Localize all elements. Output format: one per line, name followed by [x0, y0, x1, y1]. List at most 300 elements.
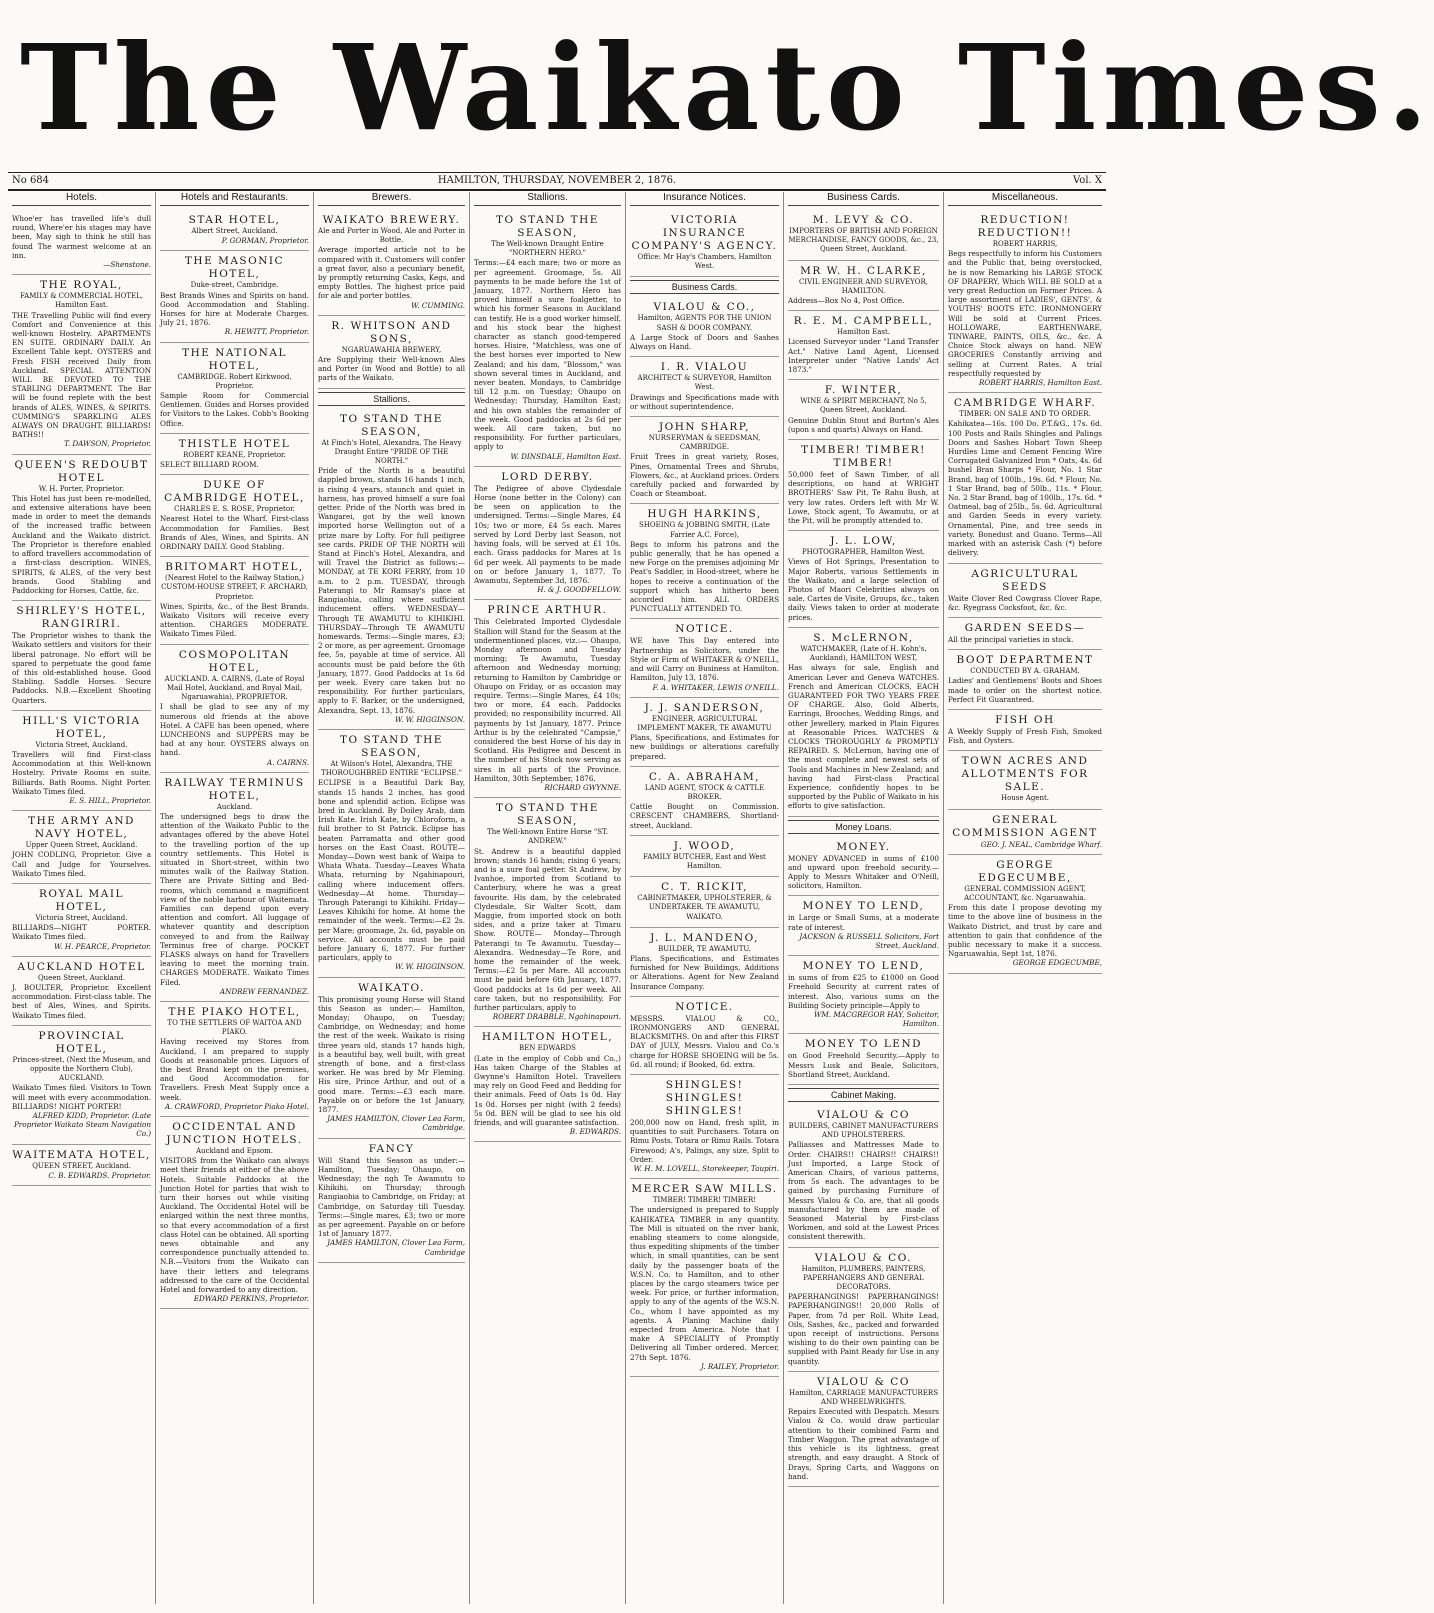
ad-signature: W. W. HIGGINSON.	[394, 962, 465, 972]
ad-heading: WAIKATO.	[358, 981, 425, 994]
ad-heading: TO STAND THE SEASON,	[340, 412, 443, 438]
advertisement	[160, 773, 309, 1002]
advertisement	[948, 564, 1102, 618]
ad-subheading: Victoria Street, Auckland.	[35, 740, 128, 749]
ad-body: Having received my Stores from Auckland, I am prepared to supply Goods at reasonable prices. Liquors of the best Brand kept on the premises, and Good Accommodation for Travellers. Fresh Meat Supply once a week.	[160, 1037, 309, 1102]
ad-signature: WM. MACGREGOR HAY, Solicitor, Hamilton.	[814, 1009, 939, 1029]
advertisement	[788, 896, 939, 956]
column-heading: Business Cards.	[788, 192, 939, 206]
advertisement	[318, 730, 465, 978]
ad-subheading: CONDUCTED BY A. GRAHAM.	[970, 667, 1080, 676]
section-heading: Money Loans.	[788, 820, 939, 834]
ad-heading: TO STAND THE SEASON,	[340, 733, 443, 759]
ad-heading: MERCER SAW MILLS.	[631, 1183, 778, 1196]
advertisement	[12, 1026, 151, 1145]
ad-body: Kahikatea—16s. 100 Do. P.T.&G., 17s. 6d. 100 Posts and Rails Shingles and Palings Doors and Sashes Hobart Town Sheep Hurdles Lime and Cement Fencing Wire Corrugated Galvanized Iron * Oats, 4s. 6d bushel Bran Sharps * Flour, No. 1 Star Brand, bag of 100lb., 19s. 6d. * Flour, No. 1 Star Brand, bag of 50lb., 11s. * Flour, No. 2 Star Brand, bag of 100lb., 17s. 6d. * Oatmeal, bag of 25lb., 5s. 6d. Agricultural and Garden Seeds in every variety. Ornamental, Pine, and tree seeds in variety. Bonedust and Guano. Terms—All marked with an asterisk Cash (*) before delivery.	[948, 419, 1102, 558]
advertisement	[474, 467, 621, 600]
ad-heading: DUKE OF CAMBRIDGE HOTEL,	[164, 479, 305, 505]
ad-heading: MONEY TO LEND,	[802, 900, 925, 913]
advertisement	[788, 261, 939, 312]
dateline	[8, 172, 1106, 191]
ad-signature: JAMES HAMILTON, Clover Lea Farm, Cambridge	[327, 1238, 465, 1257]
ad-signature: C. B. EDWARDS. Proprietor.	[48, 1170, 151, 1180]
ad-heading: TO STAND THE SEASON,	[496, 802, 599, 828]
ad-heading: PRINCE ARTHUR.	[487, 604, 608, 617]
ad-subheading: Hamilton, AGENTS FOR THE UNION SASH & DOOR COMPANY.	[637, 314, 772, 332]
ad-subheading: Ale and Porter in Wood, Ale and Porter in Bottle.	[318, 227, 465, 245]
advertisement	[630, 997, 779, 1075]
ad-body: 50,000 feet of Sawn Timber, of all descriptions, on hand at WRIGHT BROTHERS' Saw Pit, Te Rahu Bush, at very low rates. Orders left with Mr W. Lowe, Stock agent, To Awamutu, or at the Pit, will be promptly attended to.	[788, 470, 939, 526]
ad-body: 200,000 now on Hand, fresh split, in quantities to suit Purchasers. Totara on Rimu Posts. Totara or Rimu Rails. Totara Firewood; A's, Palings, any size, Split to Order.	[630, 1117, 779, 1164]
ad-subheading: WINE & SPIRIT MERCHANT, No 5, Queen Street, Auckland.	[800, 397, 927, 415]
ad-body: Palliasses and Mattresses Made to Order. CHAIRS!! CHAIRS!! CHAIRS!! Just Imported, a Large Stock of American Chairs, of various patterns, from 5s each. The advantages to be gained by purchasing Furniture of Messrs Vialou & Co. are, that all goods manufactured by them are made of Seasoned Material by First-class Workmen, and sold at the Lowest Prices consistent therewith.	[788, 1140, 939, 1242]
ad-subheading: CAMBRIDGE. Robert Kirkwood, Proprietor.	[177, 372, 292, 390]
ad-subheading: Office: Mr Hay's Chambers, Hamilton West.	[637, 253, 772, 271]
ad-heading: VIALOU & CO.	[814, 1251, 913, 1264]
advertisement	[160, 645, 309, 773]
ad-subheading: NURSERYMAN & SEEDSMAN, CAMBRIDGE.	[648, 434, 761, 452]
column-7	[944, 192, 1106, 1604]
advertisement	[160, 343, 309, 434]
ad-body: Wines, Spirits, &c., of the Best Brands. Waikato Visitors will receive every attention. CHARGES MODERATE. Waikato Times Filed.	[160, 601, 309, 639]
ad-heading: THE NATIONAL HOTEL,	[182, 346, 287, 372]
ad-subheading: (Nearest Hotel to the Railway Station,) CUSTOM-HOUSE STREET, F. ARCHARD, Proprietor.	[161, 574, 308, 601]
ad-heading: J. L. LOW,	[830, 535, 897, 548]
ad-heading: AGRICULTURAL SEEDS	[971, 567, 1079, 593]
advertisement	[630, 767, 779, 836]
ad-subheading: SHOEING & JOBBING SMITH, (Late Farrier A.C. Force),	[639, 521, 770, 539]
ad-body: All the principal varieties in stock.	[948, 634, 1074, 644]
ad-subheading: BUILDER, TE AWAMUTU.	[658, 944, 751, 953]
column-6	[784, 192, 944, 1604]
ad-signature: GEORGE EDGECUMBE,	[1012, 958, 1102, 968]
advertisement	[12, 1145, 151, 1186]
ad-subheading: ROBERT HARRIS,	[992, 240, 1058, 248]
ad-signature: RICHARD GWYNNE.	[544, 782, 621, 792]
ad-subheading: Hamilton, CARRIAGE MANUFACTURERS AND WHEELWRIGHTS.	[789, 1388, 938, 1407]
advertisement	[160, 210, 309, 251]
ad-body: Whoe'er has travelled life's dull round, Where'er his stages may have been, May sigh to think he still has found The warmest welcome at an inn.	[12, 214, 151, 260]
ad-body: Views of Hot Springs, Presentation to Major Roberts, various Settlements in the Waikato, and a large selection of Photos of Maori Celebrities always on sale. Cartes de Visite, Groups, &c., taken daily. Views taken to order at moderate prices.	[788, 557, 939, 622]
section-heading: Stallions.	[318, 392, 465, 406]
ad-heading: FANCY	[368, 1142, 415, 1155]
ad-heading: OCCIDENTAL AND JUNCTION HOTELS.	[166, 1121, 303, 1147]
ad-heading: REDUCTION! REDUCTION!!	[977, 214, 1073, 239]
advertisement	[474, 210, 621, 467]
ad-heading: COSMOPOLITAN HOTEL,	[178, 648, 291, 674]
ad-subheading: TIMBER: ON SALE AND TO ORDER.	[959, 410, 1091, 419]
ad-body: Nearest Hotel to the Wharf. First-class Accommodation for Families. Best Brands of Ales, Wines, and Spirits. AN ORDINARY DAILY. Good Stabling.	[160, 514, 309, 552]
ad-body: Address—Box No 4, Post Office.	[788, 296, 905, 306]
advertisement	[318, 1139, 465, 1263]
advertisement	[948, 751, 1102, 809]
ad-heading: THE ARMY AND NAVY HOTEL,	[28, 815, 135, 841]
ad-body: Begs respectfully to inform his Customers and the Public that, being overstocked, he is now Remarking his LARGE STOCK OF DRAPERY, Which WILL BE SOLD at a very great Reduction on Former Prices. A large assortment of LADIES', GENTS', & YOUTHS' BOOTS ETC. IRONMONGERY Will be sold at Current Prices. HOLLOWARE, EARTHENWARE, TINWARE, PAINTS, OILS, &c., &c. A Choice Stock always on hand. NEW GROCERIES Constantly arriving and selling at Current Rates. A trial respectfully requested by	[948, 249, 1102, 378]
ad-heading: JOHN SHARP,	[658, 421, 751, 434]
ad-body: From this date I propose devoting my time to the above line of business in the Waikato District, and trust by care and attention to gain that confidence of the public necessary to make it a success. Ngaruawahia, Sept 1st, 1876.	[948, 903, 1102, 959]
advertisement	[788, 311, 939, 380]
advertisement	[788, 956, 939, 1034]
column-1	[8, 192, 156, 1604]
ad-subheading: Hamilton East.	[836, 328, 891, 337]
ad-signature: W. H. PEARCE, Proprietor.	[54, 941, 151, 951]
ad-body: Cattle Bought on Commission. CRESCENT CHAMBERS, Shortland-street, Auckland.	[630, 802, 779, 830]
ad-heading: THISTLE HOTEL	[178, 437, 291, 450]
ad-body: This Hotel has just been re-modelled, and extensive alterations have been made in order to meet the demands of the increased traffic between Auckland and the Waikato district. The Proprietor is therefore enabled to afford travellers accommodation of a first-class description. WINES, SPIRITS, & ALES, of the very best brands. Good Stabling and Paddocking for Horses, Cattle, &c.	[12, 493, 151, 595]
ad-subheading: Hamilton, PLUMBERS, PAINTERS, PAPERHANGERS AND GENERAL DECORATORS.	[801, 1264, 926, 1292]
ad-heading: STAR HOTEL,	[188, 214, 281, 226]
ad-heading: I. R. VIALOU	[660, 361, 749, 374]
place-date: HAMILTON, THURSDAY, NOVEMBER 2, 1876.	[437, 175, 677, 186]
ad-subheading: Upper Queen Street, Auckland.	[25, 841, 138, 850]
advertisement	[788, 1034, 939, 1085]
column-2	[156, 192, 314, 1604]
ad-body: on Good Freehold Security.—Apply to Messrs Lusk and Beale, Solicitors, Shortland Street, Auckland.	[788, 1051, 939, 1079]
advertisement	[630, 836, 779, 877]
ad-heading: GARDEN SEEDS—	[964, 621, 1086, 634]
advertisement	[948, 855, 1102, 974]
ad-signature: W. H. M. LOVELL, Storekeeper, Taupiri.	[633, 1164, 779, 1173]
ad-signature: W. CUMMING.	[411, 300, 465, 310]
ad-body: PAPERHANGINGS! PAPERHANGINGS! PAPERHANGINGS!! 20,000 Rolls of Paper, from 7d per Roll. White Lead, Oils, Sashes, &c., packed and forwarded upon receipt of instructions. Persons wishing to do their own painting can be supplied with Paint Ready for Use in any quantity.	[788, 1292, 939, 1366]
ad-subheading: TO THE SETTLERS OF WAITOA AND PIAKO.	[167, 1018, 302, 1037]
ad-subheading: Princes-street, (Next the Museum, and opposite the Northern Club), AUCKLAND.	[12, 1055, 151, 1083]
ad-body: BILLIARDS—NIGHT PORTER. Waikato Times filed.	[12, 923, 151, 942]
advertisement	[788, 1372, 939, 1487]
advertisement	[160, 1002, 309, 1117]
advertisement	[474, 1027, 621, 1142]
section-heading: Cabinet Making.	[788, 1088, 939, 1102]
ad-heading: MONEY TO LEND	[804, 1038, 923, 1051]
ad-signature: JAMES HAMILTON, Clover Lea Farm, Cambridge.	[327, 1114, 465, 1133]
advertisement	[948, 618, 1102, 650]
ad-subheading: Duke-street, Cambridge.	[190, 281, 279, 290]
ad-heading: VICTORIA INSURANCE COMPANY'S AGENCY.	[631, 214, 778, 252]
ad-body: VISITORS from the Waikato can always meet their friends at either of the above Hotels. Suitable Paddocks at the Junction Hotel for parties that wish to turn their horses out while visiting Auckland. The Occidental Hotel will be enlarged within the next three months, so that every accommodation of a first class Hotel can be obtained. All sporting news obtainable and any correspondence punctually attended to. N.B.—Visitors from the Waikato can have their letters and telegrams addressed to the care of the Occidental Hotel and forwarded to any direction.	[160, 1156, 309, 1295]
ad-body: Best Brands Wines and Spirits on hand. Good Accommodation and Stabling. Horses for hire at Moderate Charges. July 21, 1876.	[160, 290, 309, 328]
ad-subheading: FAMILY BUTCHER, East and West Hamilton.	[643, 852, 766, 870]
column-heading: Stallions.	[474, 192, 621, 206]
ad-signature: A. CAIRNS.	[267, 757, 309, 767]
ad-heading: MONEY.	[836, 840, 891, 853]
advertisement	[948, 710, 1102, 751]
ad-signature: EDWARD PERKINS, Proprietor.	[193, 1294, 309, 1304]
ad-heading: CAMBRIDGE WHARF.	[953, 397, 1097, 410]
ad-subheading: TIMBER! TIMBER! TIMBER!	[652, 1196, 757, 1205]
ad-body: THE Travelling Public will find every Comfort and Convenience at this well-known Hostelry. APARTMENTS EN SUITE. ORDINARY DAILY. An Excellent Table kept. OYSTERS and Fresh FISH received Daily from Auckland. SPECIAL ATTENTION WILL BE DEVOTED TO THE STABLING DEPARTMENT. The Bar will be found replete with the best brands of ALES, WINES, & SPIRITS. CUMMING'S SPARKLING ALES ALWAYS ON DRAUGHT. BILLIARDS! BATHS!!	[12, 310, 151, 440]
advertisement	[12, 811, 151, 884]
ad-signature: A. CRAWFORD, Proprietor Piako Hotel.	[164, 1101, 309, 1111]
ad-heading: THE MASONIC HOTEL,	[184, 255, 285, 281]
ad-subheading: WATCHMAKER, (Late of H. Kohn's, Auckland), HAMILTON WEST,	[800, 644, 927, 663]
ad-body: The undersigned begs to draw the attention of the Waikato Public to the advantages offered by the above Hotel to the travelling portion of the up country settlements. This Hotel is situated in Short-street, within two minutes walk of the Railway Station. There are Private Sitting and Bed-rooms, which command a magnificent view of the noble harbour of Waitemata. Families can depend upon every attention and comfort. All luggage of whatever quantity and description conveyed to and from the Railway Terminus free of charge. POCKET FLASKS always on hand for Travellers leaving to meet the morning train. CHARGES MODERATE. Waikato Times Filed.	[160, 811, 309, 987]
ad-heading: THE PIAKO HOTEL,	[168, 1005, 301, 1018]
ad-subheading: CIVIL ENGINEER AND SURVEYOR, HAMILTON.	[798, 277, 928, 295]
advertisement	[948, 810, 1102, 855]
ad-heading: NOTICE.	[675, 1000, 734, 1013]
ad-body: in Large or Small Sums, at a moderate rate of interest.	[788, 913, 939, 932]
ad-signature: —Shenstone.	[103, 260, 151, 270]
advertisement	[474, 600, 621, 798]
advertisement	[160, 434, 309, 475]
ad-signature: R. HEWITT, Proprietor.	[224, 327, 309, 337]
advertisement	[12, 957, 151, 1026]
ad-heading: R. E. M. CAMPBELL,	[793, 315, 934, 328]
ad-heading: TO STAND THE SEASON,	[496, 214, 599, 239]
ad-signature: ANDREW FERNANDEZ.	[219, 986, 309, 996]
advertisement	[12, 711, 151, 811]
ad-heading: J. WOOD,	[673, 839, 736, 852]
ad-body: Drawings and Specifications made with or without superintendence.	[630, 392, 779, 411]
ad-body: Fruit Trees in great variety, Roses, Pines, Ornamental Trees and Shrubs, Flowers, &c., at Auckland prices. Orders carefully packed and forwarded by Coach or Steamboat.	[630, 452, 779, 499]
ad-body: I shall be glad to see any of my numerous old friends at the above Hotel. A CAFE has been opened, where LUNCHEONS and SUPPERS may be had at any hour. OYSTERS always on hand.	[160, 702, 309, 758]
ad-heading: VIALOU & CO	[817, 1109, 910, 1121]
ad-body: The Proprietor wishes to thank the Waikato settlers and visitors for their liberal patronage. No effort will be spared to perpetuate the good fame of this old-established house. Good Stabling. Saddle Horses. Secure Paddocks. N.B.—Excellent Shooting Quarters.	[12, 631, 151, 705]
advertisement	[630, 1179, 779, 1377]
ad-heading: QUEEN'S REDOUBT HOTEL	[14, 458, 149, 484]
ad-subheading: CHARLES E. S. ROSE, Proprietor.	[174, 505, 295, 514]
ad-heading: PROVINCIAL HOTEL,	[38, 1029, 125, 1055]
ad-signature: W. W. HIGGINSON.	[394, 714, 465, 724]
advertisement	[12, 601, 151, 711]
ad-body: Waite Clover Red Cowgrass Clover Rape, &c. Ryegrass Cocksfoot, &c. &c.	[948, 593, 1102, 612]
ad-subheading: GENERAL COMMISSION AGENT, ACCOUNTANT, &c. Ngaruawahia.	[964, 884, 1086, 902]
ad-heading: MR W. H. CLARKE,	[800, 264, 927, 277]
ad-heading: HUGH HARKINS,	[647, 508, 762, 521]
advertisement	[318, 316, 465, 389]
ad-subheading: The Well-known Entire Horse "ST. ANDREW."	[487, 828, 608, 846]
advertisement	[788, 1248, 939, 1372]
ad-signature: T. DAWSON, Proprietor.	[64, 439, 151, 449]
advertisement	[788, 440, 939, 531]
ad-body: Has always for sale, English and American Lever and Geneva WATCHES. French and American CLOCKS, EACH GUARANTEED FOR TWO YEARS FREE OF CHARGE. Also, Gold Alberts, Earrings, Brooches, Wedding Rings, and other Jewellery, marked in Plain Figures at Reasonable Prices. WATCHES & CLOCKS THOROUGHLY & PROMPTLY REPAIRED. S. McLernon, having one of the most complete and newest sets of Tools and Machines in New Zealand; and having had First-class Practical Experience, confidently hopes to be supported by the Public of Waikato in his efforts to give satisfaction.	[788, 663, 939, 811]
ad-subheading: BUILDERS, CABINET MANUFACTURERS AND UPHOLSTERERS.	[788, 1122, 939, 1140]
ad-body: A Large Stock of Doors and Sashes Always on Hand.	[630, 332, 779, 352]
ad-heading: NOTICE.	[675, 623, 734, 636]
column-heading: Hotels and Restaurants.	[160, 192, 309, 206]
ad-subheading: The Well-known Draught Entire "NORTHERN HERO."	[491, 240, 604, 258]
issue-number: No 684	[12, 175, 50, 186]
ad-signature: GEO. J. NEAL, Cambridge Wharf.	[980, 839, 1102, 849]
ad-body: in sums of from £25 to £1000 on Good Freehold Security at current rates of interest. Also, various sums on the Building Society principle—Apply to	[788, 973, 939, 1010]
ad-subheading: Queen Street, Auckland.	[37, 973, 126, 982]
ad-heading: AUCKLAND HOTEL	[17, 960, 146, 973]
ad-body: A Weekly Supply of Fresh Fish, Smoked Fish, and Oysters.	[948, 726, 1102, 746]
column-heading: Hotels.	[12, 192, 151, 206]
ad-subheading: IMPORTERS OF BRITISH AND FOREIGN MERCHANDISE, FANCY GOODS, &c., 23, Queen Street, Auckland.	[788, 227, 939, 254]
advertisement	[630, 504, 779, 619]
advertisement	[160, 1117, 309, 1309]
ad-body: Average imported article not to be compared with it. Customers will confer a great favor, also a pecuniary benefit, by promptly returning Casks, Kegs, and empty Bottles. The highest price paid for ale and porter bottles.	[318, 245, 465, 301]
ad-body: JOHN CODLING, Proprietor. Give a Call and Judge for Yourselves. Waikato Times filed.	[12, 850, 151, 878]
advertisement	[12, 884, 151, 957]
ad-subheading: At Wilson's Hotel, Alexandra, THE THOROUGHBRED ENTIRE "ECLIPSE."	[321, 759, 462, 778]
ad-subheading: Auckland and Epsom.	[196, 1147, 273, 1156]
ad-heading: MONEY TO LEND,	[802, 960, 925, 973]
ad-body: Repairs Executed with Despatch. Messrs Vialou & Co. would draw particular attention to their combined Farm and Timber Waggon. The great advantage of this vehicle is its lightness, great strength, and easy draught. A Stock of Drays, Spring Carts, and Waggons on hand.	[788, 1407, 939, 1481]
column-heading: Miscellaneous.	[948, 192, 1102, 206]
ad-heading: FISH OH	[995, 713, 1055, 726]
ad-subheading: Auckland.	[216, 802, 253, 811]
ad-body: (Late in the employ of Cobb and Co.,) Has taken Charge of the Stables at Gwynne's Hamilton Hotel. Travellers may rely on Good Feed and Bedding for their animals. Feed of Oats 1s 0d. Hay 1s 0d. Horses per night (with 2 feeds) 5s 0d. BEN will be glad to see his old friends, and will guarantee satisfaction.	[474, 1053, 621, 1128]
advertisement	[788, 628, 939, 817]
advertisement	[160, 557, 309, 644]
ad-body: ECLIPSE is a Beautiful Dark Bay, stands 15 hands 2 inches, has good bone and splendid action. Eclipse was bred in Auckland. By Doiley Arab, dam Irish Kate. Irish Kate, by Chloroform, a full brother to St Patrick. Eclipse has beaten Parramatta and other good horses on the East Coast. ROUTE— Monday—Down west bank of Waipa to Whata Whata. Tuesday—Leaves Whata Whata, returning by Ngahinapouri, calling where inducement offers. Wednesday—At home. Thursday—Through Paterangi to Kihikihi. Friday—Leaves Kihikihi for home. At home the remainder of the week. Terms:—£2 2s. per Mare; groomage, 2s. 6d, payable on service. All accounts must be paid before January 6, 1877. For further particulars, apply to	[318, 778, 465, 963]
ad-body: This promising young Horse will Stand this Season as under:— Hamilton, Monday; Ohaupo, on Tuesday; Cambridge, on Wednesday; and home the rest of the week. Waikato is rising three years old, stands 17 hands high, is a beautiful bay, well built, with great strength of bone, and a first-class worker. He was bred by Mr Fleming. His sire, Prince Arthur, and out of a good mare. Terms:—£3 each mare. Payable on or before the 1st January, 1877.	[318, 994, 465, 1115]
advertisement	[160, 251, 309, 342]
ad-heading: J. J. SANDERSON,	[644, 701, 765, 714]
ad-body: Begs to inform his patrons and the public generally, that he has opened a new Forge on the premises adjoining Mr Peat's Saddler, in Hood-street, where he hopes to receive a continuation of the support which has hitherto been accorded him. ALL ORDERS PUNCTUALLY ATTENDED TO.	[630, 539, 779, 614]
column-heading: Insurance Notices.	[630, 192, 779, 206]
advertisement	[12, 455, 151, 601]
advertisement	[788, 210, 939, 261]
ad-body: The undersigned is prepared to Supply KAHIKATEA TIMBER in any quantity. The Mill is situated on the river bank, enabling steamers to come alongside, thus expediting shipments of the timber which, in small quantities, can be sent daily by the passenger boats of the W.S.N. Co. to Hamilton, and to other places by the cargo steamers twice per week. For price, or further information, apply to any of the agents of the W.S.N. Co., whom I have appointed as my agents. A Planing Machine daily expected from America. Note that I make A SPECIALITY of Promptly Delivering all Timber ordered. Mercer, 27th Sept. 1876.	[630, 1205, 779, 1362]
ad-body: Are Supplying their Well-known Ales and Porter (in Wood and Bottle) to all parts of the Waikato.	[318, 355, 465, 383]
masthead	[0, 0, 1434, 168]
ad-heading: THE ROYAL,	[40, 279, 123, 292]
ad-body: Licensed Surveyor under "Land Transfer Act." Native Land Agent, Licensed Interpreter under "Native Lands' Act 1873."	[788, 337, 939, 375]
ad-subheading: Victoria Street, Auckland.	[35, 913, 128, 922]
advertisement	[12, 275, 151, 454]
ad-body: MONEY ADVANCED in sums of £100 and upward upon freehold security.—Apply to Messrs Whitaker and O'Neill, solicitors, Hamilton.	[788, 853, 939, 891]
advertisement	[788, 380, 939, 440]
newspaper-title: The Waikato Times.	[20, 18, 1434, 157]
advertisement	[630, 698, 779, 767]
ad-body: MESSRS. VIALOU & CO., IRONMONGERS AND GENERAL BLACKSMITHS. On and after this FIRST DAY of JULY, Messrs. Vialou and Co.'s charge for HORSE SHOEING will be 5s. 6d. all round; if Booked, 6d. extra.	[630, 1013, 779, 1069]
ad-subheading: FAMILY & COMMERCIAL HOTEL, Hamilton East.	[19, 292, 144, 310]
ad-heading: WAITEMATA HOTEL,	[12, 1148, 151, 1161]
ad-subheading: Albert Street, Auckland.	[191, 227, 278, 235]
ad-heading: R. WHITSON AND SONS,	[331, 319, 452, 345]
ad-heading: S. McLERNON,	[813, 631, 914, 644]
ad-heading: C. T. RICKIT,	[661, 881, 748, 894]
volume: Vol. X	[1073, 175, 1102, 186]
ad-subheading: CABINETMAKER, UPHOLSTERER, & UNDERTAKER. TE AWAMUTU, WAIKATO.	[637, 894, 772, 921]
advertisement	[788, 1105, 939, 1248]
advertisement	[630, 357, 779, 417]
advertisement	[948, 210, 1102, 393]
ad-subheading: ENGINEER, AGRICULTURAL IMPLEMENT MAKER, TE AWAMUTU	[637, 714, 772, 732]
ad-heading: TOWN ACRES AND ALLOTMENTS FOR SALE.	[961, 755, 1089, 794]
advertisement	[630, 210, 779, 277]
ad-body: J. BOULTER, Proprietor. Excellent accommodation. First-class table. The best of Ales, Wines, and Spirits. Waikato Times filed.	[12, 982, 151, 1020]
ad-subheading: House Agent.	[1000, 794, 1049, 803]
ad-subheading: ROBERT KEANE, Proprietor.	[183, 450, 286, 459]
section-heading: Business Cards.	[630, 280, 779, 294]
ad-subheading: At Finch's Hotel, Alexandra, The Heavy Draught Entire "PRIDE OF THE NORTH."	[321, 438, 462, 466]
ad-heading: F. WINTER,	[824, 384, 903, 397]
columns	[8, 192, 1106, 1604]
ad-heading: RAILWAY TERMINUS HOTEL,	[164, 776, 305, 802]
advertisement	[630, 1075, 779, 1179]
ad-heading: ROYAL MAIL HOTEL,	[39, 887, 124, 913]
ad-subheading: PHOTOGRAPHER, Hamilton West.	[801, 548, 926, 557]
ad-heading: LORD DERBY.	[501, 470, 594, 483]
ad-signature: ALFRED KIDD, Proprietor. (Late Proprietor Waikato Steam Navigation Co.)	[13, 1111, 151, 1139]
ad-body: The Pedigree of above Clydesdale Horse (none better in the Colony) can be seen on application to the undersigned. Terms:—Single Mares, £4 10s; two or more, £4 5s each. Mares served by Lord Derby last Season, not having foals, will be served at £1 10s. each. Grass paddocks for Mares at 1s 6d per week. All payments to be made on or before January 1, 1877. To Awamutu, September 3d, 1876.	[474, 483, 621, 585]
ad-subheading: ARCHITECT & SURVEYOR, Hamilton West.	[637, 374, 772, 392]
ad-body: Genuine Dublin Stout and Burton's Ales (upon s and quarts) Always on Hand.	[788, 415, 939, 434]
ad-body: Waikato Times filed. Visitors to Town will meet with every accommodation. BILLIARDS! NIGHT PORTER!	[12, 1083, 151, 1111]
ad-body: Travellers will find First-class Accommodation at this Well-known Hostelry. Private Rooms en suite. Billiards. Bath Rooms. Night Porter. Waikato Times filed.	[12, 749, 151, 796]
ad-body: St. Andrew is a beautiful dappled brown; stands 16 hands; rising 6 years; and is a sure foal getter. St Andrew, by Ivanhoe, imported from Scotland to Canterbury, where he was a great favourite. His dam, by the celebrated Clydesdale, Sir Walter Scott, dam Maggie, from imported stock on both sides, and a prize taker at Timaru Show. ROUTE— Monday—Through Paterangi to Te Awamutu. Tuesday—Alexandra. Wednesday—Te Rore, and home the remainder of the week. Terms:—£2 5s per Mare. All accounts must be paid before 6th January, 1877. Good paddocks at 1s 6d per week. All care taken, but no responsibility. For further particulars, apply to	[474, 846, 621, 1013]
ad-heading: J. L. MANDENO,	[650, 931, 759, 944]
ad-body: Plans, Specifications, and Estimates furnished for New Buildings, Additions or Alterations. Agent for New Zealand Insurance Company.	[630, 953, 779, 991]
advertisement	[12, 210, 151, 275]
ad-body: Plans, Specifications, and Estimates for new buildings or alterations carefully prepared.	[630, 733, 779, 761]
ad-body: Will Stand this Season as under:— Hamilton, Tuesday; Ohaupo, on Wednesday; the ngh Te Awamutu to Kihikihi, on Thursday; through Rangiaohia to Cambridge, on Friday; at Cambridge, on Saturday till Tuesday. Terms:—Single mares, £3; two or more as per agreement. Payable on or before 1st of January 1877.	[318, 1155, 465, 1239]
ad-subheading: BEN EDWARDS	[519, 1044, 576, 1053]
advertisement	[318, 210, 465, 316]
advertisement	[474, 798, 621, 1027]
advertisement	[630, 877, 779, 928]
ad-heading: GENERAL COMMISSION AGENT	[952, 813, 1098, 839]
ad-subheading: LAND AGENT, STOCK & CATTLE BROKER.	[644, 783, 765, 801]
ad-heading: WAIKATO BREWERY.	[322, 214, 461, 226]
ad-signature: B. EDWARDS.	[569, 1127, 621, 1137]
ad-signature: JACKSON & RUSSELL Solicitors, Fort Street, Auckland.	[799, 931, 939, 950]
ad-body: SELECT BILLIARD ROOM.	[160, 460, 259, 470]
advertisement	[788, 837, 939, 897]
ad-body: WE have This Day entered into Partnership as Solicitors, under the Style or Firm of WHITAKER & O'NEILL, and will Carry on Business at Hamilton. Hamilton, July 13, 1876.	[630, 636, 779, 683]
advertisement	[948, 393, 1102, 563]
advertisement	[318, 409, 465, 730]
advertisement	[630, 619, 779, 697]
column-4	[470, 192, 626, 1604]
column-3	[314, 192, 470, 1604]
ad-signature: E. S. HILL, Proprietor.	[69, 795, 151, 805]
ad-body: Ladies' and Gentlemens' Boots and Shoes made to order on the shortest notice. Perfect Fit Guaranteed.	[948, 676, 1102, 704]
ad-heading: HILL'S VICTORIA HOTEL,	[22, 714, 141, 740]
ad-heading: VIALOU & CO	[817, 1375, 910, 1388]
ad-signature: W. DINSDALE, Hamilton East.	[510, 451, 621, 461]
column-5	[626, 192, 784, 1604]
ad-heading: BOOT DEPARTMENT	[956, 654, 1094, 667]
advertisement	[318, 978, 465, 1139]
ad-subheading: QUEEN STREET, Auckland.	[32, 1161, 131, 1170]
ad-body: This Celebrated Imported Clydesdale Stallion will Stand for the Season at the undermentioned places, viz.:— Ohaupo, Monday afternoon and Tuesday morning; Te Awamutu, Tuesday afternoon and Wednesday morning; returning to Hamilton by Cambridge or Ohaupo on Friday, or as occasion may require. Terms:—Single Mares, £4 10s; two or more, £4 each. Paddocks provided; no responsibility incurred. All payments by 1st January, 1877. Prince Arthur is by the celebrated "Campsie," considered the best Horse of his day in Scotland. His Pedigree and Descent in the number of his Stock now serving as sires in all parts of the Province. Hamilton, 30th September, 1876.	[474, 617, 621, 783]
ad-subheading: AUCKLAND. A. CAIRNS, (Late of Royal Mail Hotel, Auckland, and Royal Mail, Ngaruawahia), PROPRIETOR.	[164, 674, 305, 702]
ad-heading: M. LEVY & CO.	[812, 214, 915, 226]
ad-heading: HAMILTON HOTEL,	[481, 1031, 614, 1044]
ad-heading: C. A. ABRAHAM,	[648, 770, 761, 783]
advertisement	[948, 650, 1102, 710]
ad-signature: F. A. WHITAKER, LEWIS O'NEILL.	[652, 682, 779, 692]
ad-heading: GEORGE EDGECUMBE,	[978, 858, 1072, 884]
ad-heading: BRITOMART HOTEL,	[165, 561, 304, 574]
ad-subheading: NGARUAWAHIA BREWERY,	[341, 345, 442, 354]
advertisement	[630, 297, 779, 357]
advertisement	[630, 417, 779, 504]
ad-heading: TIMBER! TIMBER! TIMBER!	[801, 444, 926, 470]
ad-signature: ROBERT DRABBLE, Ngahinapouri.	[492, 1012, 621, 1022]
ad-heading: VIALOU & CO.,	[653, 301, 756, 314]
ad-subheading: W. H. Porter, Proprietor.	[38, 484, 125, 493]
ad-body: Sample Room for Commercial Gentlemen. Guides and Horses provided for Visitors to the Lakes. Cobb's Booking Office.	[160, 391, 309, 428]
ad-body: Pride of the North is a beautiful dappled brown, stands 16 hands 1 inch, is rising 4 years, staunch and quiet in harness, has proved himself a sure foal getter. Pride of the North was bred in Wangarei, got by the well known imported horse Wellington out of a prize mare by Lofty. For full pedigree see cards. PRIDE OF THE NORTH will Stand at Finch's Hotel, Alexandra, and will Travel the District as follows:— MONDAY, at TE KORI FERRY, from 10 a.m. to 2 p.m. TUESDAY, through Paterangi to Mr Ramsay's place at Rangiaohia, calling where sufficient inducement offers. WEDNESDAY—Through TE AWAMUTU to KIHIKIHI. THURSDAY—Through TE AWAMUTU homewards. Terms:—Single mares, £3; 2 or more, as per agreement. Groomage fee, 5s, payable at time of service. All accounts must be paid before the 6th January, 1877. Good Paddocks at 1s 6d per week. Every care taken but no responsibility. For further particulars, apply to F. Barker, or the undersigned, Alexandra, Sept. 13, 1876.	[318, 466, 465, 715]
column-heading: Brewers.	[318, 192, 465, 206]
ad-signature: H. & J. GOODFELLOW.	[537, 585, 621, 595]
ad-signature: P. GORMAN, Proprietor.	[221, 236, 309, 246]
ad-heading: SHIRLEY'S HOTEL, RANGIRIRI.	[16, 605, 147, 631]
advertisement	[160, 475, 309, 557]
advertisement	[788, 531, 939, 628]
ad-signature: J. RAILEY, Proprietor.	[700, 1361, 779, 1371]
ad-heading: SHINGLES! SHINGLES! SHINGLES!	[665, 1078, 744, 1117]
ad-body: Terms:—£4 each mare; two or more as per agreement. Groomage, 5s. All payments to be made before the 1st of January, 1877. Northern Hero has proved himself a sure foalgetter, to which his former Seasons in Auckland can testify. He is a good worker himself, and his stock bear the highest character as stanch good-tempered horses. Hisire, "Matchless, was one of the best horses ever imported to New Zealand; and his dam, "Blossom," was shown several times in Auckland, and never beaten. Mondays, to Cambridge till 12 p.m. on Tuesday; Ohaupo on Wednesday; Thursday, Hamilton East; and his own stables the remainder of the week. Good paddocks at 2s 6d per week. All care taken, but no responsibility. For further particulars, apply to	[474, 258, 621, 452]
ad-signature: ROBERT HARRIS, Hamilton East.	[978, 378, 1102, 388]
advertisement	[630, 928, 779, 997]
